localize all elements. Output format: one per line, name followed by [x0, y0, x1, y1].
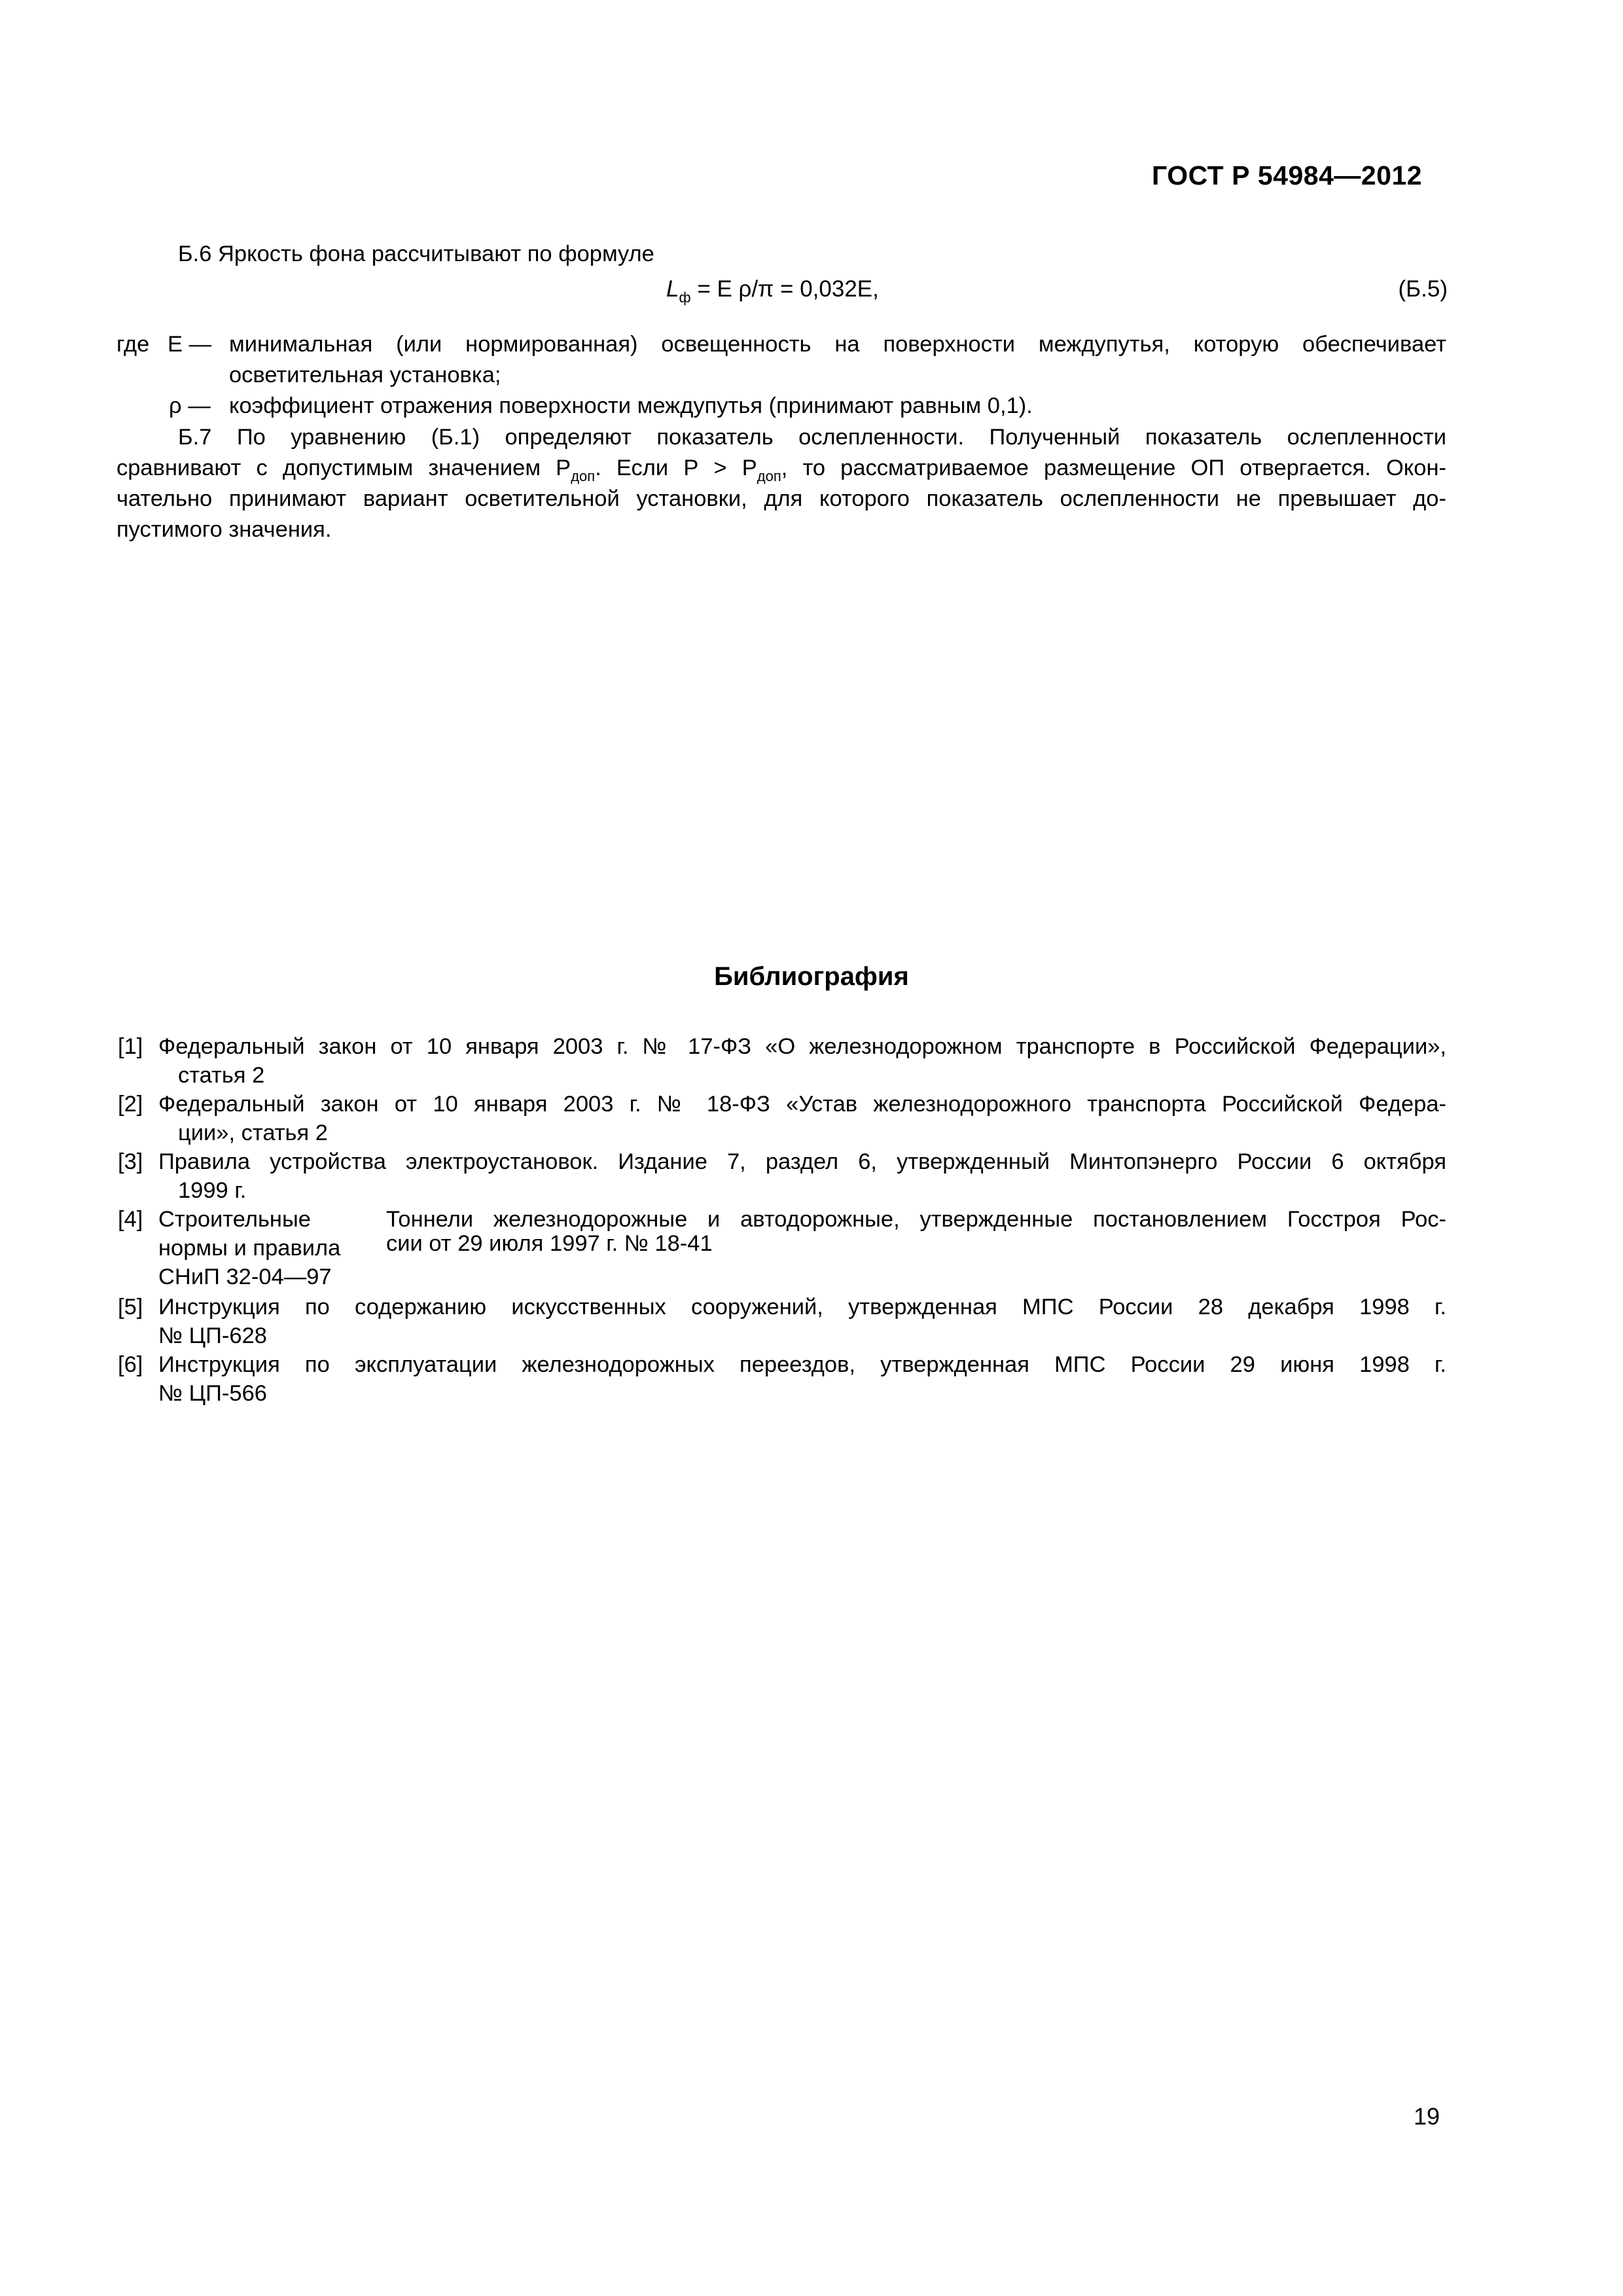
bib-entry-4-left-line3: СНиП 32-04—97: [158, 1265, 332, 1289]
bib-entry-2-number: [2]: [118, 1092, 143, 1117]
where-rho-line1: коэффициент отражения поверхности междупутья (принимают равным 0,1).: [229, 393, 1033, 418]
formula-number: (Б.5): [1398, 276, 1448, 302]
document-code: ГОСТ Р 54984—2012: [1152, 160, 1423, 190]
formula-lhs-symbol: L: [666, 276, 679, 302]
bib-entry-4-number: [4]: [118, 1207, 143, 1232]
section-b7-line1: Б.7 По уравнению (Б.1) определяют показатель ослепленности. Полученный показатель ослепленности: [178, 425, 1446, 450]
bib-entry-3-line1: Правила устройства электроустановок. Издание 7, раздел 6, утвержденный Минтопэнерго России 6 октября: [158, 1149, 1446, 1174]
bib-entry-6-line1: Инструкция по эксплуатации железнодорожных переездов, утвержденная МПС России 29 июня 1998 г.: [158, 1352, 1446, 1377]
bib-entry-4-right-line2: сии от 29 июля 1997 г. № 18-41: [386, 1231, 713, 1256]
bib-entry-1-line2: статья 2: [178, 1063, 265, 1088]
section-b7-line3: чательно принимают вариант осветительной установки, для которого показатель ослепленности не превышает до-: [116, 486, 1446, 511]
section-b7-line2: сравнивают с допустимым значением $Р_{доп}$. Если $Р > Р_{доп}$, то рассматриваемое размещение ОП отвергается. Окон-: [116, 456, 1446, 484]
where-symbol-rho: ρ —: [169, 393, 211, 418]
bib-entry-3-line2: 1999 г.: [178, 1178, 247, 1203]
where-symbol-e: Е —: [168, 332, 212, 357]
where-lead: где: [116, 332, 150, 357]
bib-entry-4-left-line2: нормы и правила: [158, 1236, 341, 1261]
where-e-line1: минимальная (или нормированная) освещенность на поверхности междупутья, которую обеспечивает: [229, 332, 1446, 357]
bib-entry-4-right-line1: Тоннели железнодорожные и автодорожные, утвержденные постановлением Госстроя Рос-: [386, 1207, 1446, 1232]
bib-entry-2-line1: Федеральный закон от 10 января 2003 г. № 18-ФЗ «Устав железнодорожного транспорта Российской Федера-: [158, 1092, 1446, 1117]
bib-entry-1-number: [1]: [118, 1034, 143, 1059]
bib-entry-3-number: [3]: [118, 1149, 143, 1174]
bib-entry-5-line1: Инструкция по содержанию искусственных сооружений, утвержденная МПС России 28 декабря 1998 г.: [158, 1295, 1446, 1319]
bib-entry-2-line2: ции», статья 2: [178, 1121, 328, 1145]
bibliography-title: Библиография: [714, 962, 909, 991]
bib-entry-5-number: [5]: [118, 1295, 143, 1319]
where-e-line2: осветительная установка;: [229, 363, 501, 387]
formula-lhs-sub: ф: [679, 289, 691, 306]
bib-entry-1-line1: Федеральный закон от 10 января 2003 г. № 17-ФЗ «О железнодорожном транспорте в Российской Федерации»,: [158, 1034, 1446, 1059]
section-b6-intro: Б.6 Яркость фона рассчитывают по формуле: [178, 242, 654, 266]
bib-entry-6-number: [6]: [118, 1352, 143, 1377]
section-b7-line4: пустимого значения.: [116, 517, 332, 542]
bib-entry-4-left-line1: Строительные: [158, 1207, 311, 1232]
bib-entry-6-line2: № ЦП-566: [158, 1381, 267, 1406]
formula-b5: [666, 276, 879, 306]
page-number: 19: [1414, 2103, 1440, 2130]
formula-rhs: = Е ρ/π = 0,032Е,: [697, 276, 879, 302]
bib-entry-5-line2: № ЦП-628: [158, 1323, 267, 1348]
